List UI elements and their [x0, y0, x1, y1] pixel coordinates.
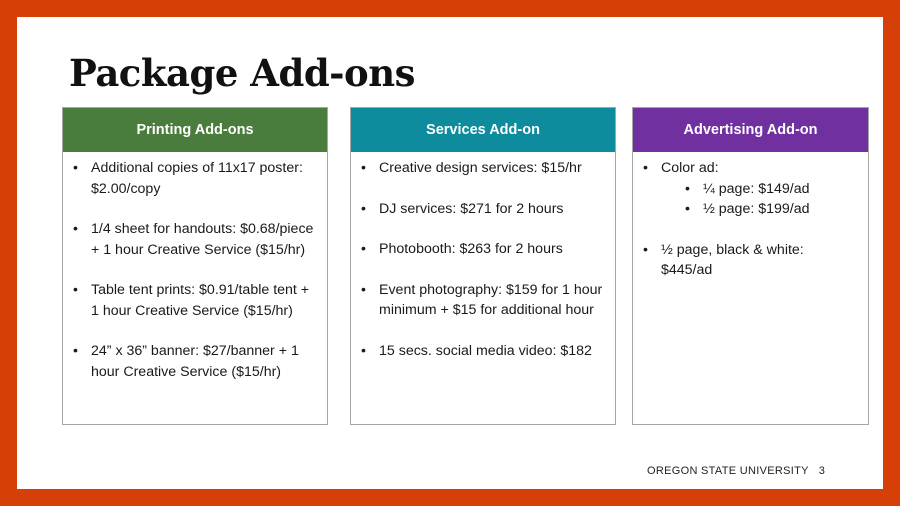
services-addon-panel: [350, 107, 616, 425]
advertising-addon-panel: [632, 107, 869, 425]
list-item: • ½ page, black & white: $445/ad: [641, 240, 858, 281]
list-item: [641, 158, 858, 220]
advertising-addon-header: Advertising Add-on: [633, 108, 868, 152]
list-item: • 24” x 36” banner: $27/banner + 1 hour Creative Service ($15/hr): [71, 341, 317, 382]
printing-addons-header: Printing Add-ons: [63, 108, 327, 152]
list-item: • Event photography: $159 for 1 hour minimum + $15 for additional hour: [359, 280, 605, 321]
printing-addons-panel: [62, 107, 328, 425]
footer-org: OREGON STATE UNIVERSITY: [647, 465, 809, 477]
printing-addons-list: [71, 158, 317, 382]
list-item: • DJ services: $271 for 2 hours: [359, 199, 605, 220]
slide: [17, 17, 883, 489]
list-item: • Table tent prints: $0.91/table tent + 1 hour Creative Service ($15/hr): [71, 280, 317, 321]
services-addon-header: Services Add-on: [351, 108, 615, 152]
advertising-addon-list: [641, 158, 858, 281]
slide-footer: [647, 465, 825, 477]
list-item: • 15 secs. social media video: $182: [359, 341, 605, 362]
list-item: • 1/4 sheet for handouts: $0.68/piece + 1 hour Creative Service ($15/hr): [71, 219, 317, 260]
sub-list-item: • ½ page: $199/ad: [683, 199, 858, 220]
services-addon-list: [359, 158, 605, 361]
list-item: • Photobooth: $263 for 2 hours: [359, 239, 605, 260]
list-item: • Creative design services: $15/hr: [359, 158, 605, 179]
color-ad-sublist: [661, 179, 858, 220]
list-item-text: Color ad:: [661, 160, 719, 176]
slide-title: Package Add-ons: [69, 51, 415, 95]
page-number: 3: [818, 465, 826, 477]
list-item: • Additional copies of 11x17 poster: $2.00/copy: [71, 158, 317, 199]
sub-list-item: • ¼ page: $149/ad: [683, 179, 858, 200]
